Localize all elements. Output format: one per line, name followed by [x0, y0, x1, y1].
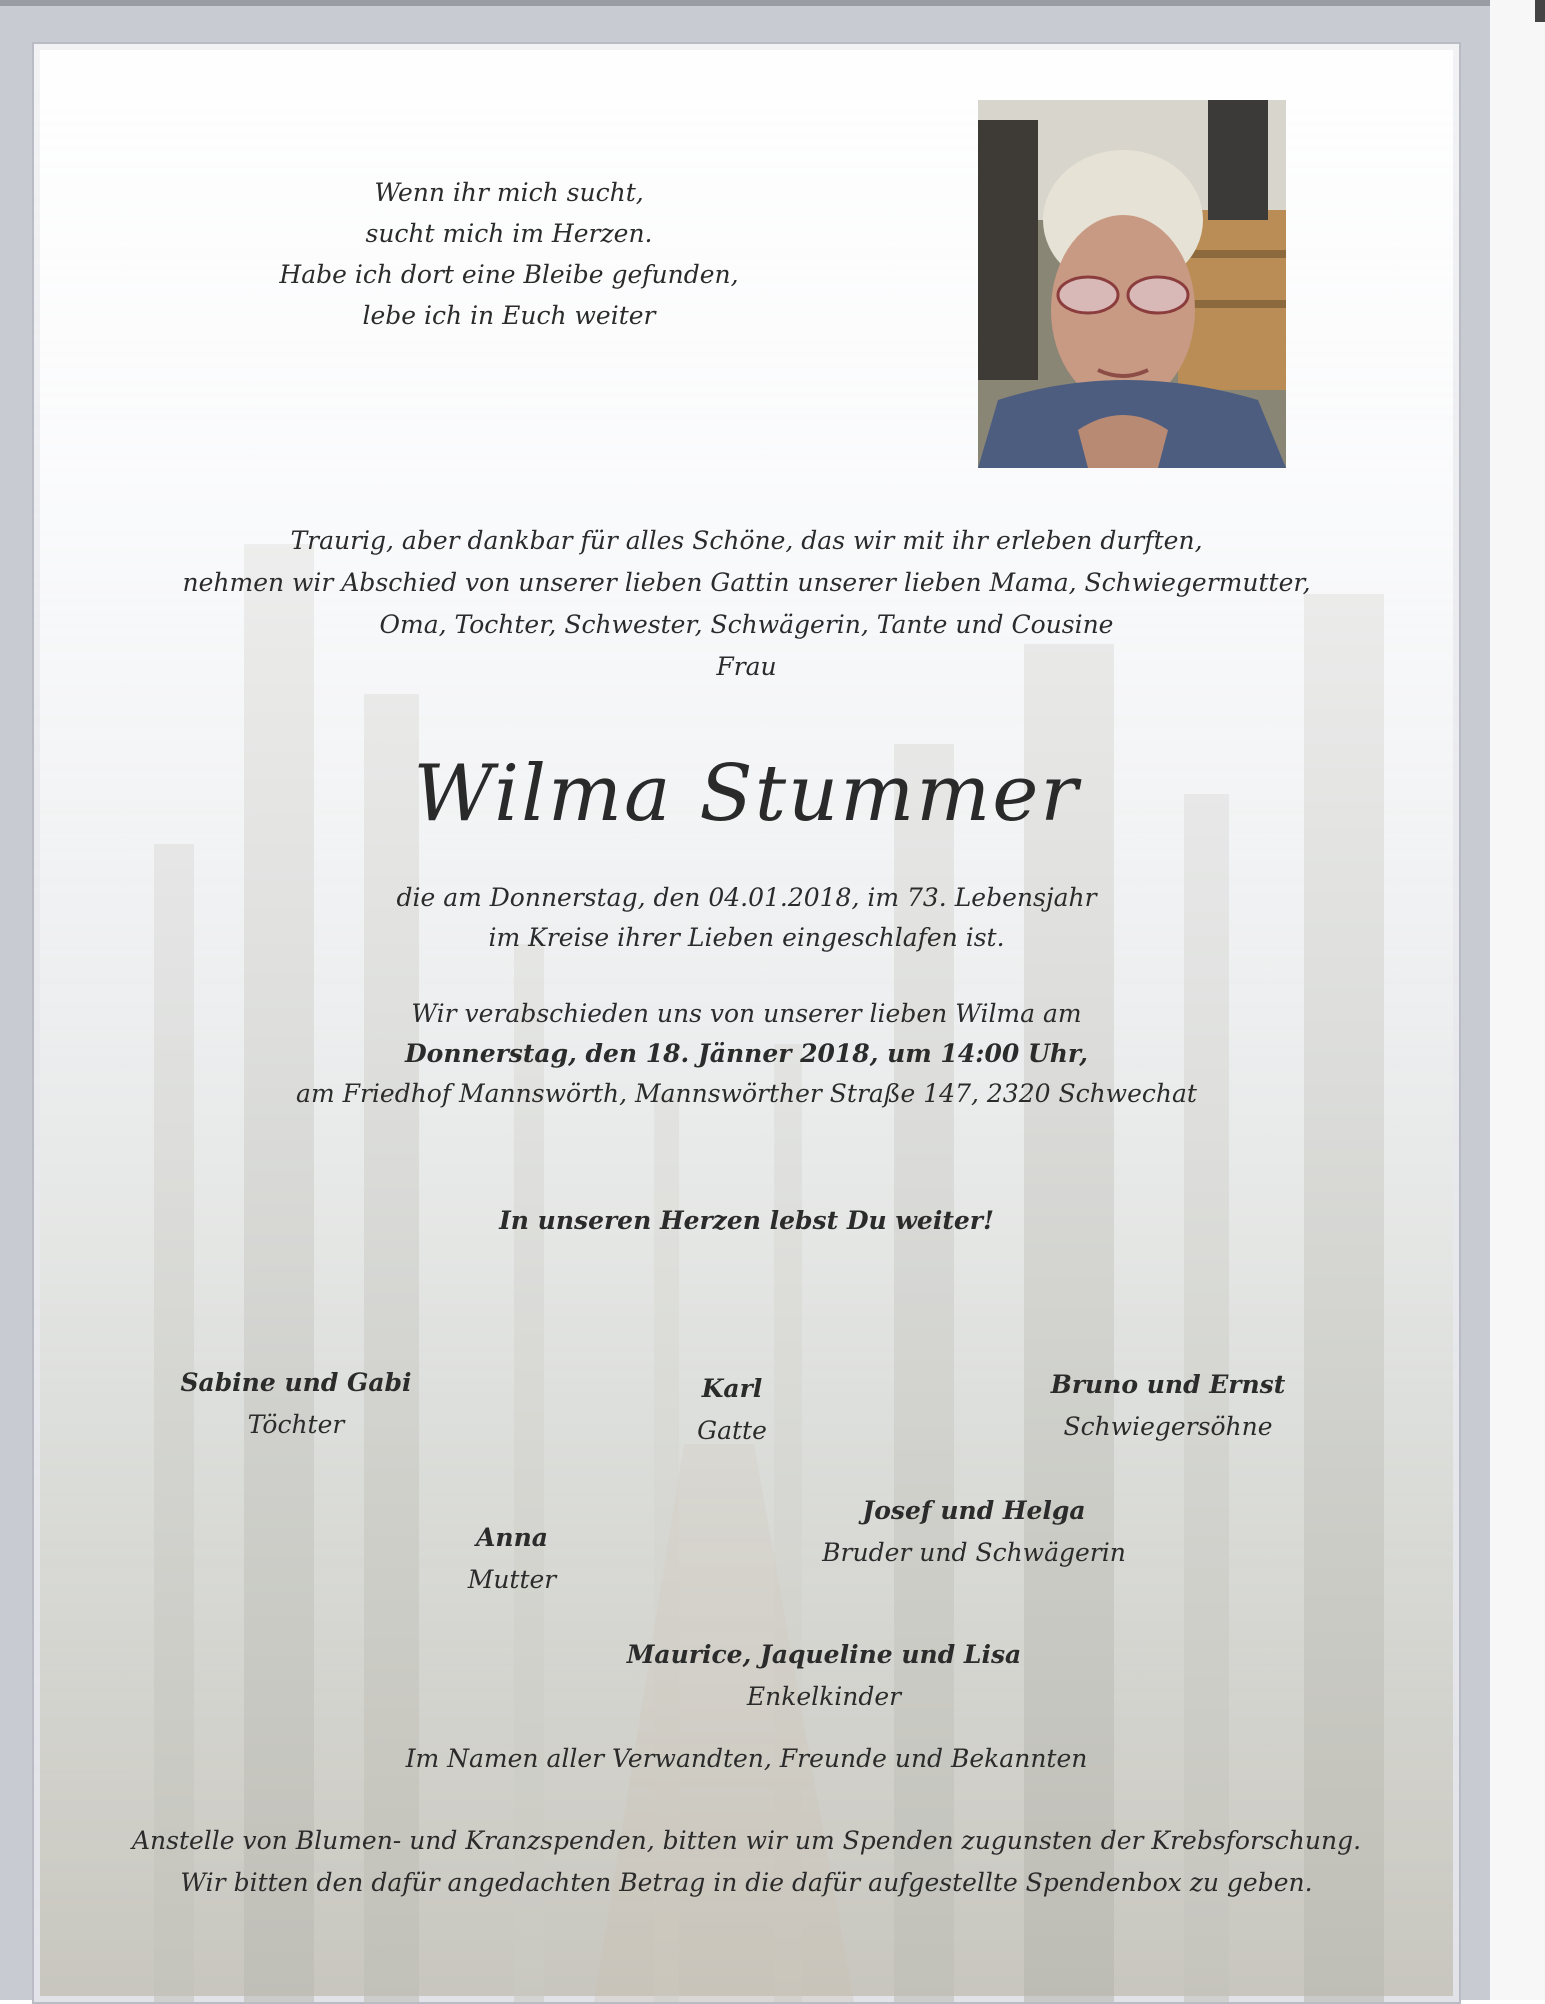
- death-line: im Kreise ihrer Lieben eingeschlafen ist.: [488, 923, 1005, 952]
- donation-note: [34, 1820, 1459, 1904]
- mourner-group: [302, 1517, 722, 1601]
- intro-line: Oma, Tochter, Schwester, Schwägerin, Tante und Cousine: [379, 610, 1114, 639]
- deceased-name: Wilma Stummer: [413, 749, 1080, 839]
- mourner-name: Bruno und Ernst: [1050, 1370, 1286, 1399]
- mourner-group: [522, 1368, 942, 1452]
- scan-corner-mark: [1535, 0, 1545, 22]
- portrait-photo: [978, 100, 1286, 468]
- obituary-card: [32, 42, 1461, 2004]
- intro-text: [34, 520, 1459, 688]
- mourner-relation: Mutter: [467, 1565, 557, 1594]
- mourner-relation: Gatte: [697, 1416, 767, 1445]
- mourner-name: Karl: [701, 1374, 763, 1403]
- donation-line: Wir bitten den dafür angedachten Betrag in die dafür aufgestellte Spendenbox zu geben.: [180, 1868, 1313, 1897]
- scan-margin: [1490, 0, 1545, 2000]
- intro-line: Frau: [716, 652, 777, 681]
- closing-line: Im Namen aller Verwandten, Freunde und Bekannten: [405, 1744, 1088, 1773]
- motto: In unseren Herzen lebst Du weiter!: [499, 1206, 994, 1235]
- poem-line: lebe ich in Euch weiter: [362, 301, 656, 330]
- mourner-relation: Bruder und Schwägerin: [822, 1538, 1126, 1567]
- mourner-group: [584, 1634, 1064, 1718]
- mourner-group: [958, 1364, 1378, 1448]
- poem-line: Habe ich dort eine Bleibe gefunden,: [279, 260, 739, 289]
- mourner-group: [86, 1362, 506, 1446]
- funeral-details: [34, 994, 1459, 1114]
- mourner-relation: Schwiegersöhne: [1063, 1412, 1273, 1441]
- mourner-group: [764, 1490, 1184, 1574]
- scan-top-edge: [0, 0, 1490, 6]
- mourner-name: Anna: [476, 1523, 548, 1552]
- mourner-relation: Töchter: [247, 1410, 345, 1439]
- poem-line: Wenn ihr mich sucht,: [374, 178, 644, 207]
- donation-line: Anstelle von Blumen- und Kranzspenden, bitten wir um Spenden zugunsten der Krebsforschung.: [131, 1826, 1362, 1855]
- funeral-date: Donnerstag, den 18. Jänner 2018, um 14:00 Uhr,: [405, 1039, 1088, 1068]
- poem-line: sucht mich im Herzen.: [365, 219, 653, 248]
- death-line: die am Donnerstag, den 04.01.2018, im 73. Lebensjahr: [396, 883, 1097, 912]
- mourner-relation: Enkelkinder: [746, 1682, 902, 1711]
- funeral-line: Wir verabschieden uns von unserer lieben Wilma am: [411, 999, 1082, 1028]
- mourner-name: Sabine und Gabi: [180, 1368, 412, 1397]
- mourner-name: Josef und Helga: [862, 1496, 1086, 1525]
- funeral-location: am Friedhof Mannswörth, Mannswörther Straße 147, 2320 Schwechat: [296, 1079, 1197, 1108]
- poem: [184, 172, 834, 336]
- mourner-name: Maurice, Jaqueline und Lisa: [626, 1640, 1022, 1669]
- death-notice: [34, 878, 1459, 958]
- intro-line: Traurig, aber dankbar für alles Schöne, das wir mit ihr erleben durften,: [290, 526, 1203, 555]
- intro-line: nehmen wir Abschied von unserer lieben Gattin unserer lieben Mama, Schwiegermutter,: [182, 568, 1311, 597]
